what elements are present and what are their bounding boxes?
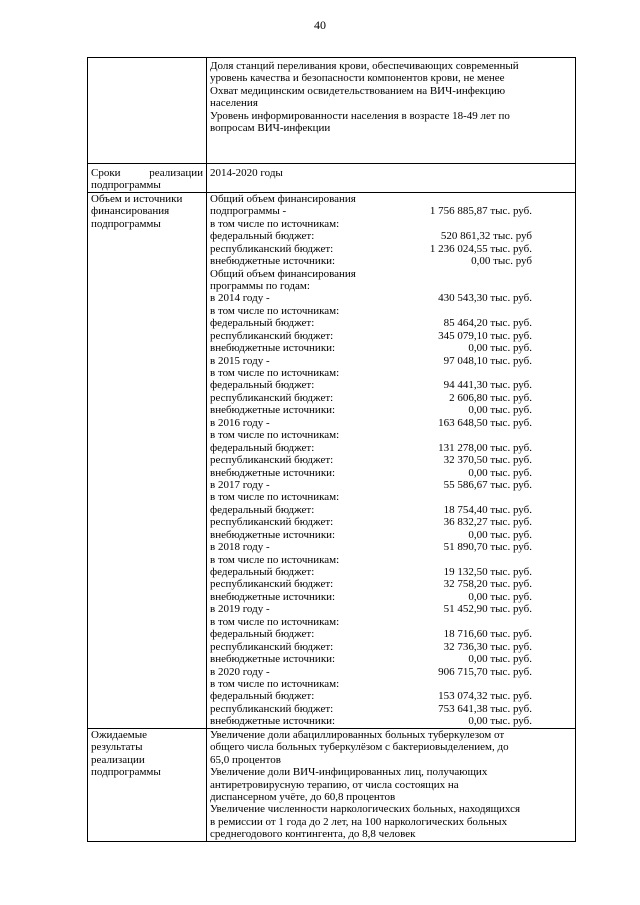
financing-line-label: федеральный бюджет:: [210, 317, 315, 330]
financing-line: [210, 678, 572, 690]
financing-line-label: республиканский бюджет:: [210, 242, 334, 255]
financing-line: [210, 305, 572, 317]
financing-line-label: в том числе по источникам:: [210, 304, 340, 317]
financing-line-amount: 753 641,38 тыс. руб.: [438, 702, 532, 715]
result-line: диспансерном учёте, до 60,8 процентов: [210, 790, 396, 803]
financing-line-amount: 2 606,80 тыс. руб.: [449, 391, 532, 404]
financing-line-label: федеральный бюджет:: [210, 379, 315, 392]
results-row: [88, 728, 576, 841]
financing-line-label: в том числе по источникам:: [210, 677, 340, 690]
financing-line: [210, 653, 572, 665]
financing-line-amount: 520 861,32 тыс. руб: [440, 230, 532, 243]
financing-line: [210, 703, 572, 715]
financing-line-label: республиканский бюджет:: [210, 578, 334, 591]
financing-line: [210, 591, 572, 603]
financing-line-label: внебюджетные источники:: [210, 590, 336, 603]
financing-line-label: подпрограммы -: [210, 205, 287, 218]
financing-line-amount: 906 715,70 тыс. руб.: [438, 665, 532, 678]
financing-line-label: внебюджетные источники:: [210, 528, 336, 541]
financing-line-label: программы по годам:: [210, 279, 310, 292]
indicators-label-cell: [88, 58, 207, 164]
financing-line: [210, 442, 572, 454]
financing-line-label: федеральный бюджет:: [210, 566, 315, 579]
financing-line-amount: 94 441,30 тыс. руб.: [443, 379, 532, 392]
financing-line: [210, 342, 572, 354]
financing-line-amount: 0,00 тыс. руб.: [468, 466, 532, 479]
financing-line: [210, 715, 572, 727]
financing-line-label: в 2019 году -: [210, 603, 270, 616]
results-label-line: реализации: [91, 753, 145, 766]
result-line: Увеличение доли ВИЧ-инфицированных лиц, получающих: [210, 766, 488, 779]
financing-line: [210, 330, 572, 342]
financing-details-cell: [207, 192, 576, 728]
financing-line: [210, 268, 572, 280]
financing-line: [210, 491, 572, 503]
financing-line: [210, 193, 572, 205]
financing-label-line: подпрограммы: [91, 217, 161, 230]
financing-line-label: внебюджетные источники:: [210, 653, 336, 666]
financing-line: [210, 429, 572, 441]
financing-line-amount: 0,00 тыс. руб.: [468, 528, 532, 541]
financing-line-amount: 1 236 024,55 тыс. руб.: [429, 242, 532, 255]
financing-line-amount: 18 754,40 тыс. руб.: [443, 503, 532, 516]
financing-line-amount: 19 132,50 тыс. руб.: [443, 566, 532, 579]
period-label-word: реализации: [149, 167, 203, 179]
financing-label-line: Объем и источники: [91, 192, 183, 205]
financing-line: [210, 379, 572, 391]
financing-line: [210, 417, 572, 429]
financing-line-label: республиканский бюджет:: [210, 391, 334, 404]
results-cell: [207, 728, 576, 841]
financing-line-label: внебюджетные источники:: [210, 715, 336, 728]
result-line: общего числа больных туберкулёзом с бактериовыделением, до: [210, 741, 509, 754]
financing-line-amount: 32 736,30 тыс. руб.: [443, 640, 532, 653]
financing-line-label: в том числе по источникам:: [210, 553, 340, 566]
indicator-line: вопросам ВИЧ-инфекции: [210, 122, 331, 135]
financing-line: [210, 205, 572, 217]
financing-line: [210, 355, 572, 367]
financing-line: [210, 666, 572, 678]
financing-line: [210, 218, 572, 230]
financing-line: [210, 566, 572, 578]
financing-line-amount: 0,00 тыс. руб.: [468, 715, 532, 728]
period-value: 2014-2020 годы: [207, 164, 576, 193]
financing-line-label: в 2016 году -: [210, 416, 270, 429]
financing-line: [210, 479, 572, 491]
result-line: 65,0 процентов: [210, 753, 281, 766]
financing-line-amount: 163 648,50 тыс. руб.: [438, 416, 532, 429]
financing-line-label: республиканский бюджет:: [210, 454, 334, 467]
financing-line-amount: 51 452,90 тыс. руб.: [443, 603, 532, 616]
financing-line: [210, 317, 572, 329]
financing-line-amount: 32 370,50 тыс. руб.: [443, 454, 532, 467]
financing-line: [210, 243, 572, 255]
result-line: антиретровирусную терапию, от числа состоящих на: [210, 778, 459, 791]
financing-line: [210, 454, 572, 466]
financing-line: [210, 292, 572, 304]
financing-line-amount: 55 586,67 тыс. руб.: [443, 478, 532, 491]
financing-line-label: федеральный бюджет:: [210, 230, 315, 243]
period-label-cell: [88, 164, 207, 193]
financing-line-amount: 97 048,10 тыс. руб.: [443, 354, 532, 367]
financing-line-label: внебюджетные источники:: [210, 404, 336, 417]
financing-line-label: Общий объем финансирования: [210, 267, 356, 280]
financing-line-label: в том числе по источникам:: [210, 217, 340, 230]
subprogram-passport-table: [87, 57, 576, 842]
indicators-cell: [207, 58, 576, 164]
financing-line-amount: 85 464,20 тыс. руб.: [443, 317, 532, 330]
page-number: 40: [314, 18, 326, 32]
financing-line-label: республиканский бюджет:: [210, 329, 334, 342]
financing-line-amount: 32 758,20 тыс. руб.: [443, 578, 532, 591]
financing-line-label: федеральный бюджет:: [210, 690, 315, 703]
financing-line-label: в 2017 году -: [210, 478, 270, 491]
financing-line: [210, 603, 572, 615]
indicator-line: населения: [210, 97, 258, 110]
financing-line-amount: 430 543,30 тыс. руб.: [438, 292, 532, 305]
results-label-line: подпрограммы: [91, 766, 161, 779]
financing-line: [210, 404, 572, 416]
result-line: Увеличение численности наркологических больных, находящихся: [210, 803, 521, 816]
financing-line: [210, 616, 572, 628]
financing-line-label: в 2015 году -: [210, 354, 270, 367]
financing-line-amount: 36 832,27 тыс. руб.: [443, 516, 532, 529]
financing-line: [210, 641, 572, 653]
financing-line-amount: 51 890,70 тыс. руб.: [443, 541, 532, 554]
financing-line-label: федеральный бюджет:: [210, 628, 315, 641]
financing-line-amount: 0,00 тыс. руб.: [468, 342, 532, 355]
indicators-row: [88, 58, 576, 164]
financing-line-amount: 153 074,32 тыс. руб.: [438, 690, 532, 703]
financing-line: [210, 367, 572, 379]
financing-line-label: Общий объем финансирования: [210, 192, 356, 205]
indicator-line: уровень качества и безопасности компонентов крови, не менее: [210, 72, 505, 85]
financing-line-label: в том числе по источникам:: [210, 367, 340, 380]
financing-line-label: федеральный бюджет:: [210, 441, 315, 454]
financing-line: [210, 230, 572, 242]
financing-line-amount: 131 278,00 тыс. руб.: [438, 441, 532, 454]
financing-line: [210, 628, 572, 640]
financing-line: [210, 392, 572, 404]
financing-line-label: в том числе по источникам:: [210, 615, 340, 628]
financing-line: [210, 541, 572, 553]
financing-line: [210, 554, 572, 566]
financing-line-label: федеральный бюджет:: [210, 503, 315, 516]
result-line: среднегодового контингента, до 8,8 человек: [210, 828, 416, 841]
financing-line-label: внебюджетные источники:: [210, 466, 336, 479]
financing-line-amount: 345 079,10 тыс. руб.: [438, 329, 532, 342]
financing-line-amount: 18 716,60 тыс. руб.: [443, 628, 532, 641]
financing-line: [210, 516, 572, 528]
indicator-line: Уровень информированности населения в возрасте 18-49 лет по: [210, 109, 510, 122]
financing-line-label: внебюджетные источники:: [210, 342, 336, 355]
financing-line-label: в 2018 году -: [210, 541, 270, 554]
financing-line: [210, 504, 572, 516]
period-label-line: подпрограммы: [91, 179, 161, 192]
financing-line-label: в том числе по источникам:: [210, 429, 340, 442]
financing-line-label: республиканский бюджет:: [210, 640, 334, 653]
indicator-line: Доля станций переливания крови, обеспечивающих современный: [210, 60, 519, 72]
financing-line-label: в 2014 году -: [210, 292, 270, 305]
financing-line: [210, 467, 572, 479]
results-label-line: результаты: [91, 741, 143, 754]
financing-label-cell: [88, 192, 207, 728]
financing-line-label: внебюджетные источники:: [210, 255, 336, 268]
financing-line-label: республиканский бюджет:: [210, 516, 334, 529]
financing-line: [210, 529, 572, 541]
financing-line-label: в том числе по источникам:: [210, 491, 340, 504]
financing-line-label: в 2020 году -: [210, 665, 270, 678]
financing-line-amount: 0,00 тыс. руб.: [468, 653, 532, 666]
result-line: в ремиссии от 1 года до 2 лет, на 100 наркологических больных: [210, 815, 508, 828]
period-label-line: [91, 167, 203, 179]
results-label-line: Ожидаемые: [91, 728, 148, 741]
financing-row: [88, 192, 576, 728]
financing-line-label: республиканский бюджет:: [210, 702, 334, 715]
financing-line-amount: 0,00 тыс. руб.: [468, 404, 532, 417]
financing-line: [210, 280, 572, 292]
financing-line-amount: 1 756 885,87 тыс. руб.: [429, 205, 532, 218]
period-label-word: Сроки: [91, 167, 121, 179]
financing-line: [210, 578, 572, 590]
financing-label-line: финансирования: [91, 205, 170, 218]
financing-line-amount: 0,00 тыс. руб.: [468, 590, 532, 603]
results-label-cell: [88, 728, 207, 841]
period-row: [88, 164, 576, 193]
indicator-line: Охват медицинским освидетельствованием на ВИЧ-инфекцию: [210, 84, 506, 97]
financing-line: [210, 690, 572, 702]
financing-line-amount: 0,00 тыс. руб: [471, 255, 532, 268]
financing-line: [210, 255, 572, 267]
result-line: Увеличение доли абациллированных больных туберкулезом от: [210, 728, 505, 741]
